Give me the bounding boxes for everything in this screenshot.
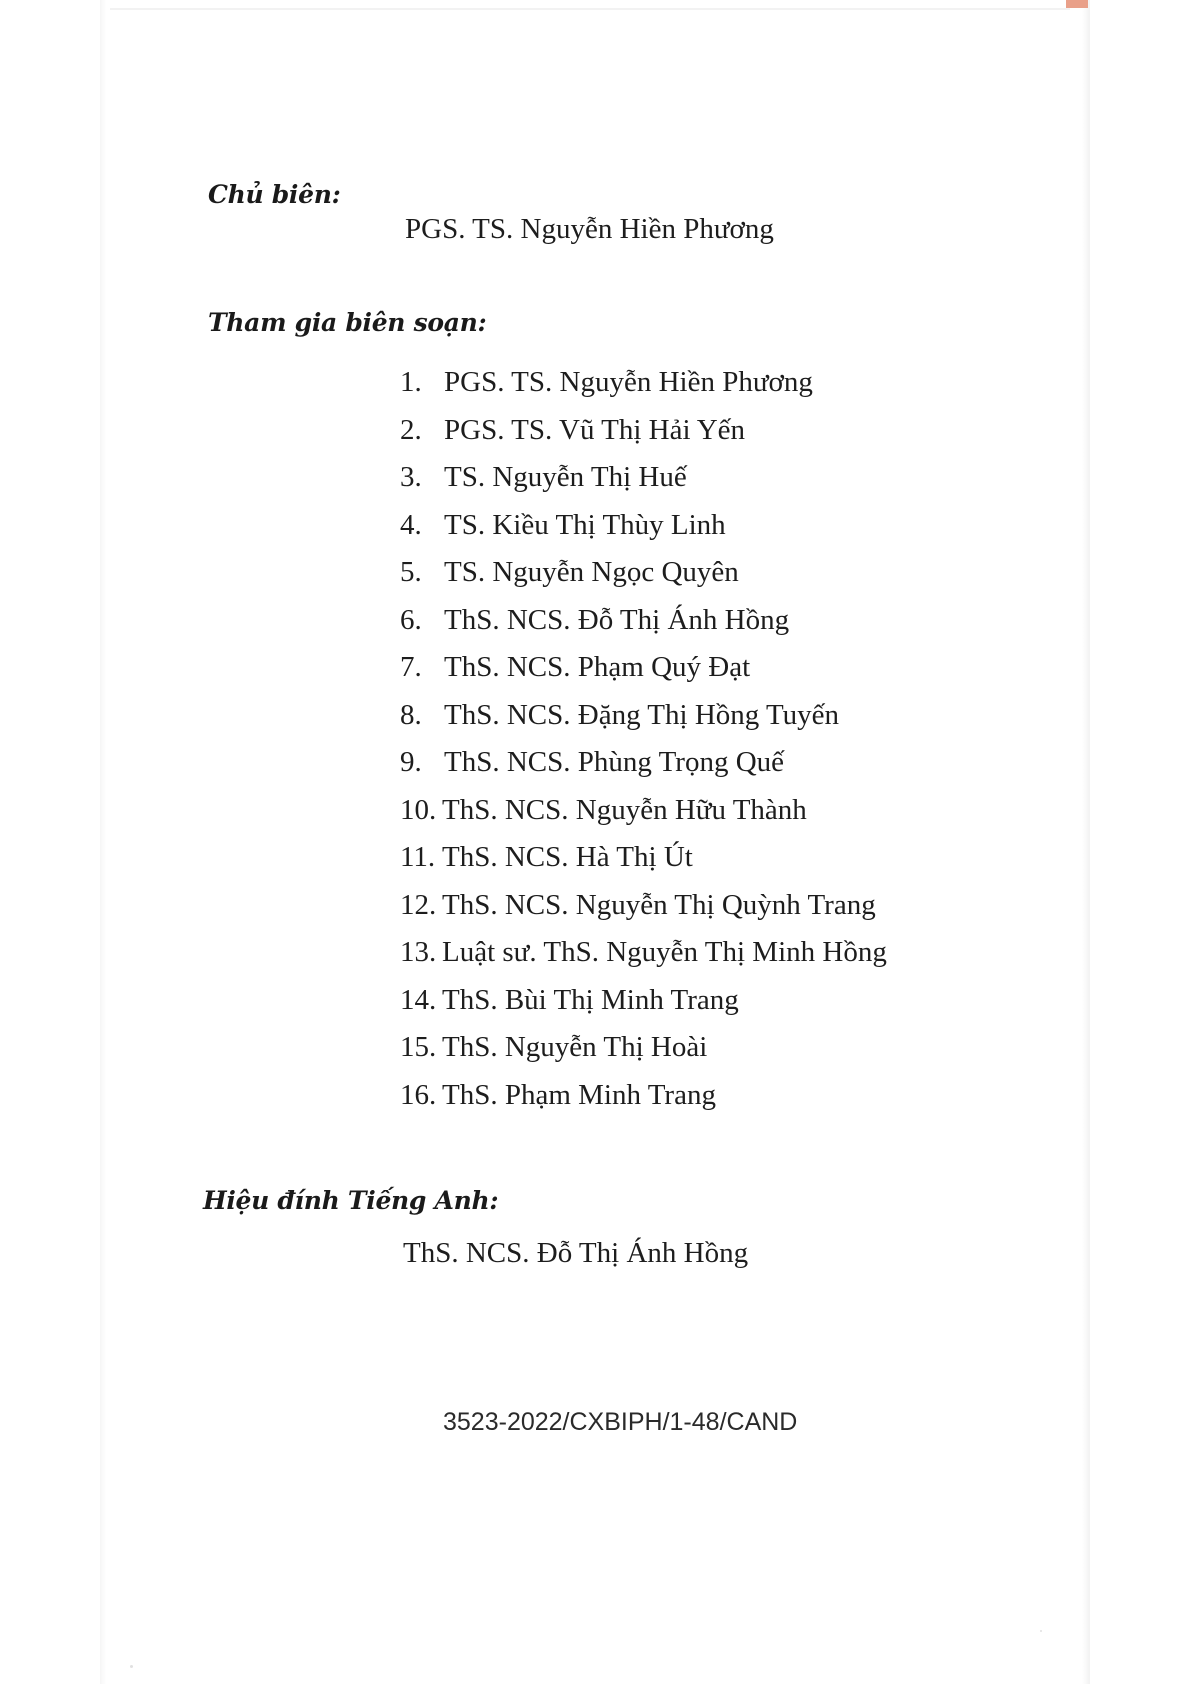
author-number: 13. bbox=[400, 936, 437, 968]
list-item bbox=[400, 932, 887, 980]
scan-speck bbox=[1040, 1630, 1042, 1632]
author-name: ThS. NCS. Đỗ Thị Ánh Hồng bbox=[444, 603, 790, 636]
list-item bbox=[400, 695, 887, 743]
author-number: 5. bbox=[400, 556, 422, 588]
author-name: ThS. Bùi Thị Minh Trang bbox=[442, 983, 739, 1016]
list-item bbox=[400, 885, 887, 933]
scan-speck bbox=[130, 1665, 133, 1668]
cover-corner-mark bbox=[1066, 0, 1088, 8]
author-number: 8. bbox=[400, 698, 422, 731]
author-number: 11. bbox=[400, 841, 436, 873]
author-name: ThS. NCS. Đặng Thị Hồng Tuyến bbox=[444, 698, 840, 731]
list-item bbox=[400, 790, 887, 838]
author-name: ThS. Nguyễn Thị Hoài bbox=[442, 1031, 708, 1063]
author-number: 10. bbox=[400, 793, 437, 826]
author-number: 14. bbox=[400, 983, 437, 1016]
english-editor-name: ThS. NCS. Đỗ Thị Ánh Hồng bbox=[403, 1237, 749, 1269]
editor-label: Chủ biên: bbox=[208, 180, 341, 209]
list-item bbox=[400, 742, 887, 790]
list-item bbox=[400, 647, 887, 695]
author-name: PGS. TS. Nguyễn Hiền Phương bbox=[444, 366, 813, 398]
author-number: 12. bbox=[400, 888, 437, 921]
author-name: TS. Nguyễn Thị Huế bbox=[444, 461, 687, 493]
list-item bbox=[400, 600, 887, 648]
list-item bbox=[400, 1027, 887, 1075]
list-item bbox=[400, 837, 887, 885]
author-number: 15. bbox=[400, 1031, 437, 1063]
author-name: PGS. TS. Vũ Thị Hải Yến bbox=[444, 413, 746, 446]
author-name: ThS. Phạm Minh Trang bbox=[442, 1078, 716, 1111]
author-name: Luật sư. ThS. Nguyễn Thị Minh Hồng bbox=[442, 936, 887, 968]
author-name: ThS. NCS. Phùng Trọng Quế bbox=[444, 746, 785, 778]
list-item bbox=[400, 1075, 887, 1123]
author-name: ThS. NCS. Hà Thị Út bbox=[442, 841, 693, 873]
author-name: ThS. NCS. Phạm Quý Đạt bbox=[444, 651, 751, 683]
publishing-license-code: 3523-2022/CXBIPH/1-48/CAND bbox=[443, 1408, 798, 1436]
author-number: 1. bbox=[400, 366, 422, 398]
list-item bbox=[400, 457, 887, 505]
list-item bbox=[400, 362, 887, 410]
author-number: 9. bbox=[400, 746, 422, 778]
list-item bbox=[400, 505, 887, 553]
author-number: 3. bbox=[400, 461, 422, 493]
page-left-shadow bbox=[100, 0, 106, 1684]
author-name: TS. Nguyễn Ngọc Quyên bbox=[444, 556, 739, 588]
author-number: 16. bbox=[400, 1078, 437, 1111]
editor-name: PGS. TS. Nguyễn Hiền Phương bbox=[405, 213, 774, 245]
author-name: ThS. NCS. Nguyễn Hữu Thành bbox=[442, 793, 807, 826]
author-number: 7. bbox=[400, 651, 422, 683]
authors-label: Tham gia biên soạn: bbox=[208, 308, 487, 337]
authors-list bbox=[400, 362, 887, 1122]
page-top-edge bbox=[110, 8, 1070, 10]
author-number: 2. bbox=[400, 413, 422, 446]
page-right-edge bbox=[1082, 0, 1090, 1684]
list-item bbox=[400, 980, 887, 1028]
english-editor-label: Hiệu đính Tiếng Anh: bbox=[203, 1186, 499, 1215]
author-number: 6. bbox=[400, 603, 422, 636]
list-item bbox=[400, 410, 887, 458]
author-name: TS. Kiều Thị Thùy Linh bbox=[444, 508, 726, 541]
author-name: ThS. NCS. Nguyễn Thị Quỳnh Trang bbox=[442, 888, 876, 921]
author-number: 4. bbox=[400, 508, 422, 541]
list-item bbox=[400, 552, 887, 600]
